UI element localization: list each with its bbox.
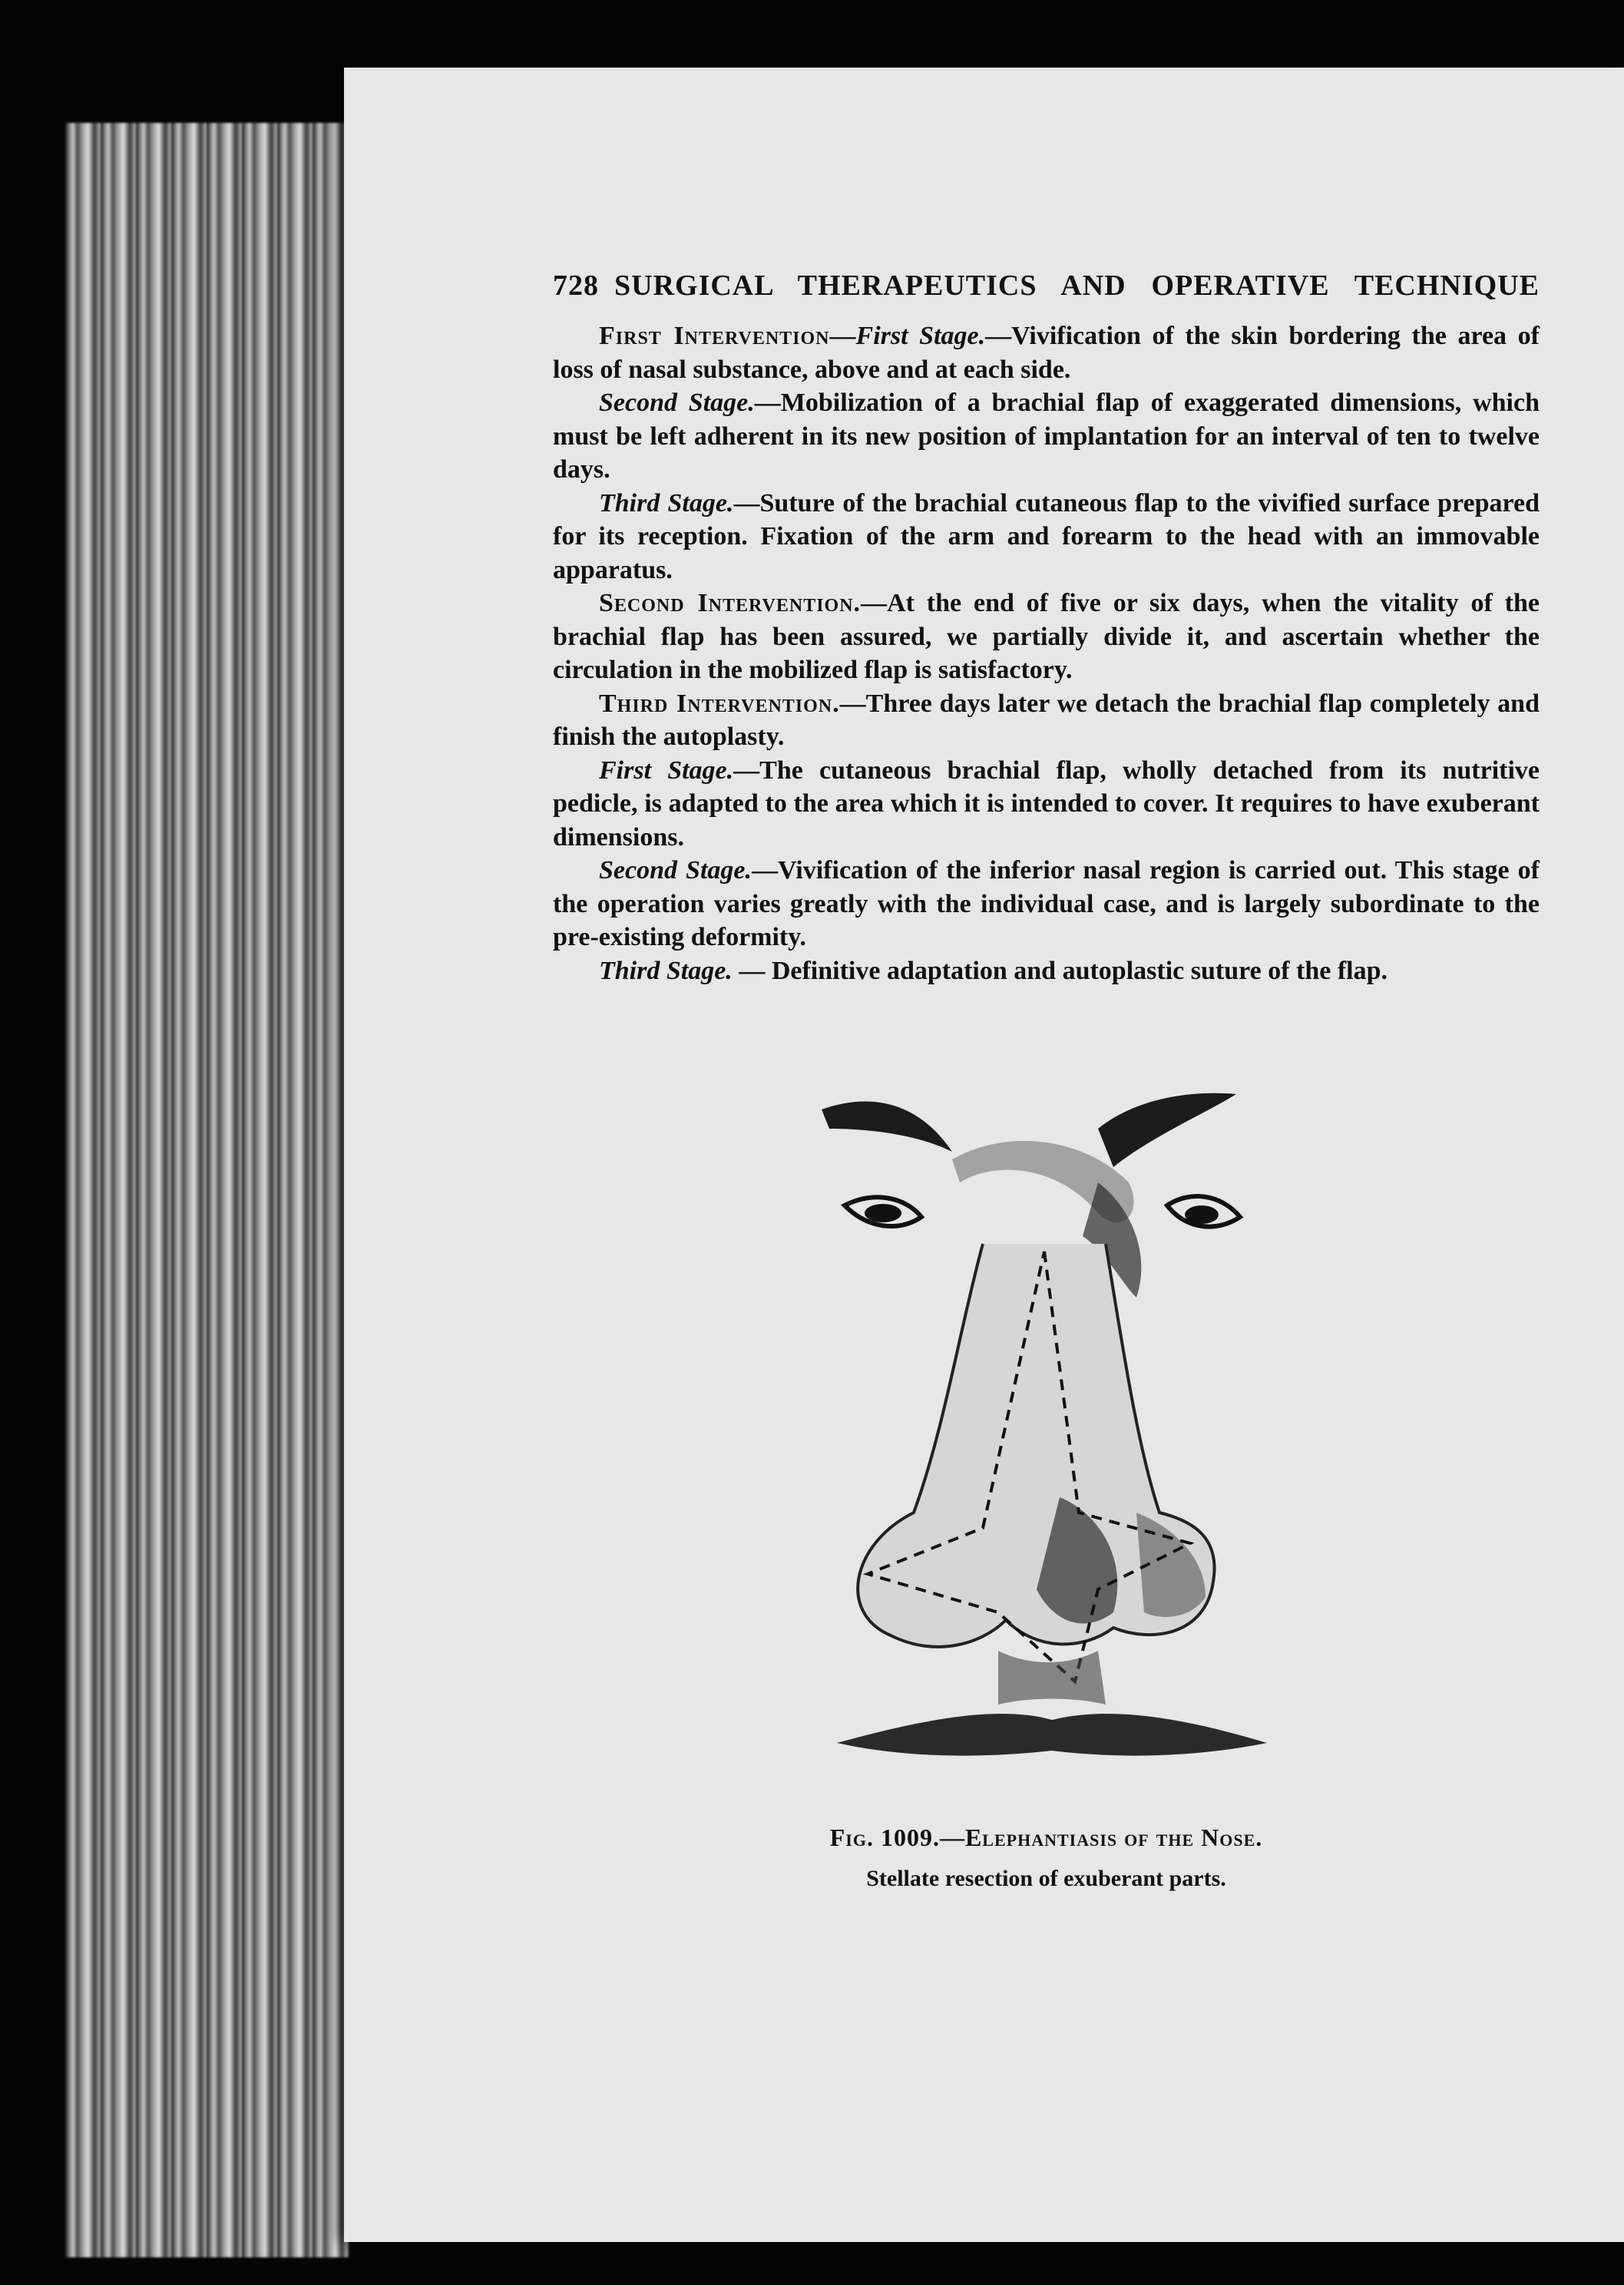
running-head (553, 269, 1540, 303)
stage-label: Third Stage. (599, 956, 733, 985)
stage-label: First Stage. (855, 322, 986, 350)
stage-label: Second Stage. (599, 389, 755, 417)
stage-label: Second Stage. (599, 856, 752, 885)
paragraph-text: —Suture of the brachial cutaneous flap to the vivified surface prepared for its reception. Fixation of the arm and forearm to the head with an immovable apparatus. (553, 488, 1540, 584)
book-page-edges (65, 123, 349, 2257)
paragraph-second-stage (553, 386, 1540, 487)
paragraph-text: —At the end of five or six days, when the vitality of the brachial flap has been assured, we partially divide it, and ascertain whether the circulation in the mobilized flap is satisfactory. (553, 589, 1540, 684)
paragraph-second-stage-b (553, 854, 1540, 954)
paragraph-text: —Vivification of the inferior nasal region is carried out. This stage of the operation varies greatly with the individual case, and is largely subordinate to the pre-existing deformity. (553, 856, 1540, 951)
running-title: SURGICAL THERAPEUTICS AND OPERATIVE TECHNIQUE (614, 270, 1540, 302)
figure-caption (553, 1824, 1540, 1852)
figure-title: —Elephantiasis of the Nose. (939, 1824, 1263, 1851)
paragraph-third-intervention (553, 687, 1540, 754)
stage-label: Third Stage. (599, 488, 734, 518)
lead-third-intervention: Third Intervention. (599, 689, 840, 718)
paragraph-first-stage-b (553, 754, 1540, 855)
figure-subtitle: Stellate resection of exuberant parts. (866, 1866, 1226, 1891)
paragraph-text: —Three days later we detach the brachial flap completely and finish the autoplasty. (553, 689, 1540, 751)
paragraph-first-intervention: First Intervention—First Stage.—Vivification of the skin bordering the area of loss of nasal substance, above and at each side. (553, 322, 1540, 384)
paragraph-text: —Mobilization of a brachial flap of exaggerated dimensions, which must be left adherent in its new position of implantation for an interval of ten to twelve days. (553, 389, 1540, 484)
stage-label: First Stage. (599, 756, 734, 785)
lead-first-intervention: First Intervention (599, 322, 830, 350)
paragraph-text: —The cutaneous brachial flap, wholly detached from its nutritive pedicle, is adapted to the area which it is intended to cover. It requires to have exuberant dimensions. (553, 756, 1540, 852)
paragraph-third-stage-b (553, 954, 1540, 988)
nose-illustration (806, 1083, 1298, 1812)
lead-second-intervention: Second Intervention. (599, 589, 862, 617)
page-content (553, 269, 1540, 987)
paragraph-text: — Definitive adaptation and autoplastic suture of the flap. (732, 956, 1388, 985)
page-number: 728 (553, 270, 599, 302)
paragraph-third-stage (553, 487, 1540, 587)
figure-label: Fig. 1009. (829, 1824, 940, 1851)
paragraph-second-intervention (553, 587, 1540, 687)
paragraph-text: —Vivification of the skin bordering the area of loss of nasal substance, above and at each side. (553, 322, 1540, 384)
